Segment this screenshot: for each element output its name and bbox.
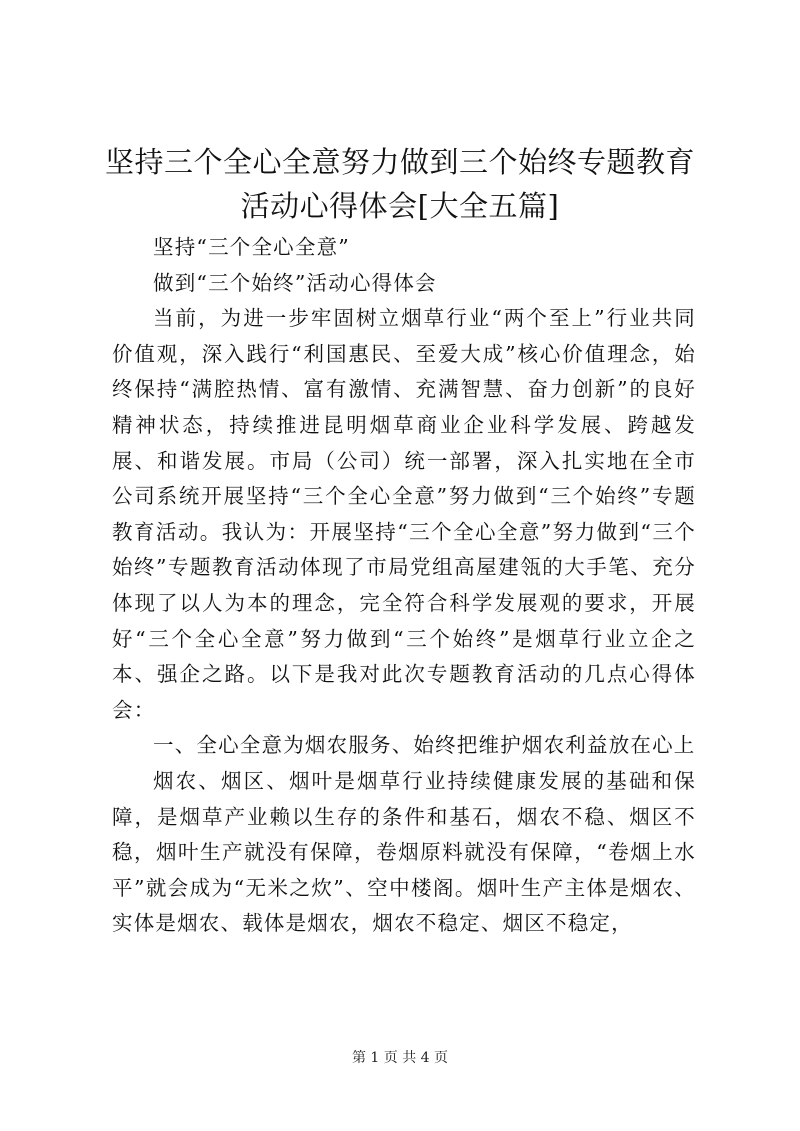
paragraph-section-1: 烟农、烟区、烟叶是烟草行业持续健康发展的基础和保障，是烟草产业赖以生存的条件和基石，烟农不稳、烟区不稳，烟叶生产就没有保障，卷烟原料就没有保障，“卷烟上水平”就会成为“无米之炊”、空中楼阁。烟叶生产主体是烟农、实体是烟农、载体是烟农，烟农不稳定、烟区不稳定，	[112, 768, 696, 936]
title-line-1: 坚持三个全心全意努力做到三个始终专题教育	[104, 145, 695, 179]
page-footer: 第 1 页 共 4 页	[351, 1050, 449, 1066]
document-body	[112, 230, 696, 942]
title-line-2: 活动心得体会[大全五篇]	[240, 189, 560, 223]
document-title	[80, 140, 720, 228]
section-heading-1: 一、全心全意为烟农服务、始终把维护烟农利益放在心上	[153, 733, 696, 758]
paragraph-subtitle-1: 坚持“三个全心全意”	[153, 235, 350, 259]
paragraph-subtitle-2: 做到“三个始终”活动心得体会	[153, 270, 437, 295]
paragraph-intro: 当前，为进一步牢固树立烟草行业“两个至上”行业共同价值观，深入践行“利国惠民、至爱大成”核心价值理念，始终保持“满腔热情、富有激情、充满智慧、奋力创新”的良好精神状态，持续推进昆明烟草商业企业科学发展、跨越发展、和谐发展。市局（公司）统一部署，深入扎实地在全市公司系统开展坚持“三个全心全意”努力做到“三个始终”专题教育活动。我认为：开展坚持“三个全心全意”努力做到“三个始终”专题教育活动体现了市局党组高屋建瓴的大手笔、充分体现了以人为本的理念，完全符合科学发展观的要求，开展好“三个全心全意”努力做到“三个始终”是烟草行业立企之本、强企之路。以下是我对此次专题教育活动的几点心得体会：	[112, 306, 696, 722]
